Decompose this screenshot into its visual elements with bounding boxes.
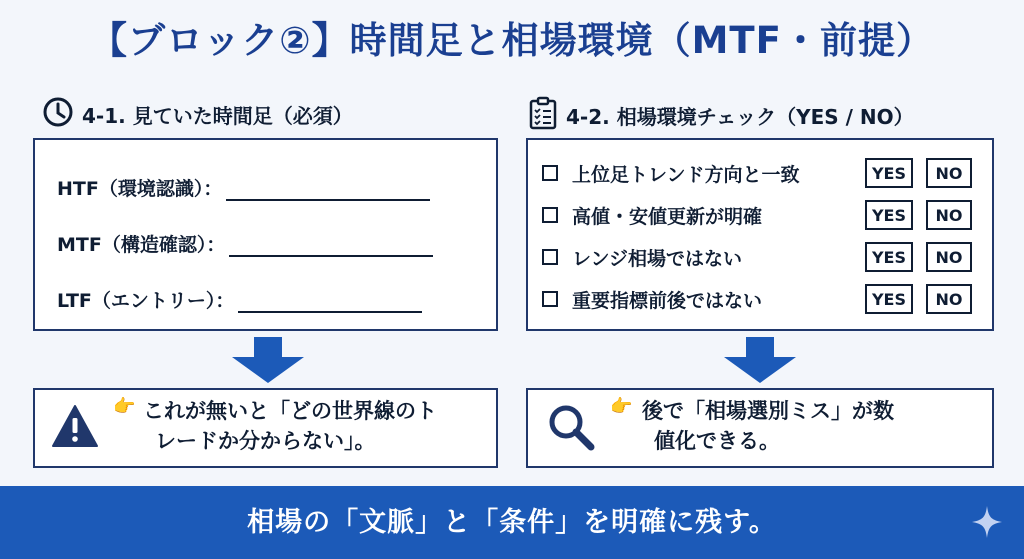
clock-icon — [42, 96, 74, 133]
check-label: 高値・安値更新が明確 — [572, 205, 763, 228]
timeframe-row-mtf — [57, 230, 433, 257]
timeframe-row-htf — [57, 174, 430, 201]
no-button[interactable]: NO — [926, 242, 972, 272]
checkbox[interactable] — [542, 165, 558, 181]
timeframe-input-htf[interactable] — [226, 177, 430, 201]
section-heading-text: 4-1. 見ていた時間足（必須） — [82, 104, 353, 128]
check-row-range — [542, 242, 982, 272]
yes-button[interactable]: YES — [865, 158, 913, 188]
pointing-hand-icon: 👉 — [610, 396, 633, 417]
warning-note — [33, 388, 498, 468]
no-button[interactable]: NO — [926, 158, 972, 188]
note-line: これが無いと「どの世界線のト — [143, 399, 437, 423]
yes-button[interactable]: YES — [865, 242, 913, 272]
timeframe-label: HTF（環境認識）： — [57, 178, 223, 200]
section-heading-market-check — [528, 96, 914, 135]
check-row-news — [542, 284, 982, 314]
checkbox[interactable] — [542, 207, 558, 223]
banner-text: 相場の「文脈」と「条件」を明確に残す。 — [247, 507, 777, 538]
magnifier-icon — [546, 402, 596, 452]
timeframe-row-ltf — [57, 286, 422, 313]
down-arrow-icon — [724, 337, 796, 383]
checkbox[interactable] — [542, 249, 558, 265]
warning-icon — [51, 404, 99, 448]
market-check-panel — [526, 138, 994, 331]
sparkle-icon — [972, 506, 1002, 538]
summary-banner — [0, 486, 1024, 559]
section-heading-text: 4-2. 相場環境チェック（YES / NO） — [566, 105, 914, 129]
timeframe-panel — [33, 138, 498, 331]
check-label: レンジ相場ではない — [572, 247, 743, 270]
section-heading-timeframes — [42, 96, 353, 133]
down-arrow-icon — [232, 337, 304, 383]
clipboard-checklist-icon — [528, 96, 558, 135]
check-row-highlow — [542, 200, 982, 230]
no-button[interactable]: NO — [926, 200, 972, 230]
no-button[interactable]: NO — [926, 284, 972, 314]
search-note — [526, 388, 994, 468]
yes-button[interactable]: YES — [865, 200, 913, 230]
note-line: レードか分からない」。 — [155, 429, 376, 453]
check-label: 上位足トレンド方向と一致 — [572, 163, 800, 186]
timeframe-input-ltf[interactable] — [238, 289, 422, 313]
note-line: 後で「相場選別ミス」が数 — [642, 399, 894, 423]
check-label: 重要指標前後ではない — [572, 289, 763, 312]
timeframe-input-mtf[interactable] — [229, 233, 433, 257]
check-row-trend — [542, 158, 982, 188]
page-title: 【ブロック②】時間足と相場環境（MTF・前提） — [90, 19, 934, 62]
checkbox[interactable] — [542, 291, 558, 307]
timeframe-label: MTF（構造確認）： — [57, 234, 226, 256]
yes-button[interactable]: YES — [865, 284, 913, 314]
note-line: 値化できる。 — [654, 429, 780, 453]
timeframe-label: LTF（エントリー）： — [57, 290, 235, 312]
pointing-hand-icon: 👉 — [113, 396, 136, 417]
